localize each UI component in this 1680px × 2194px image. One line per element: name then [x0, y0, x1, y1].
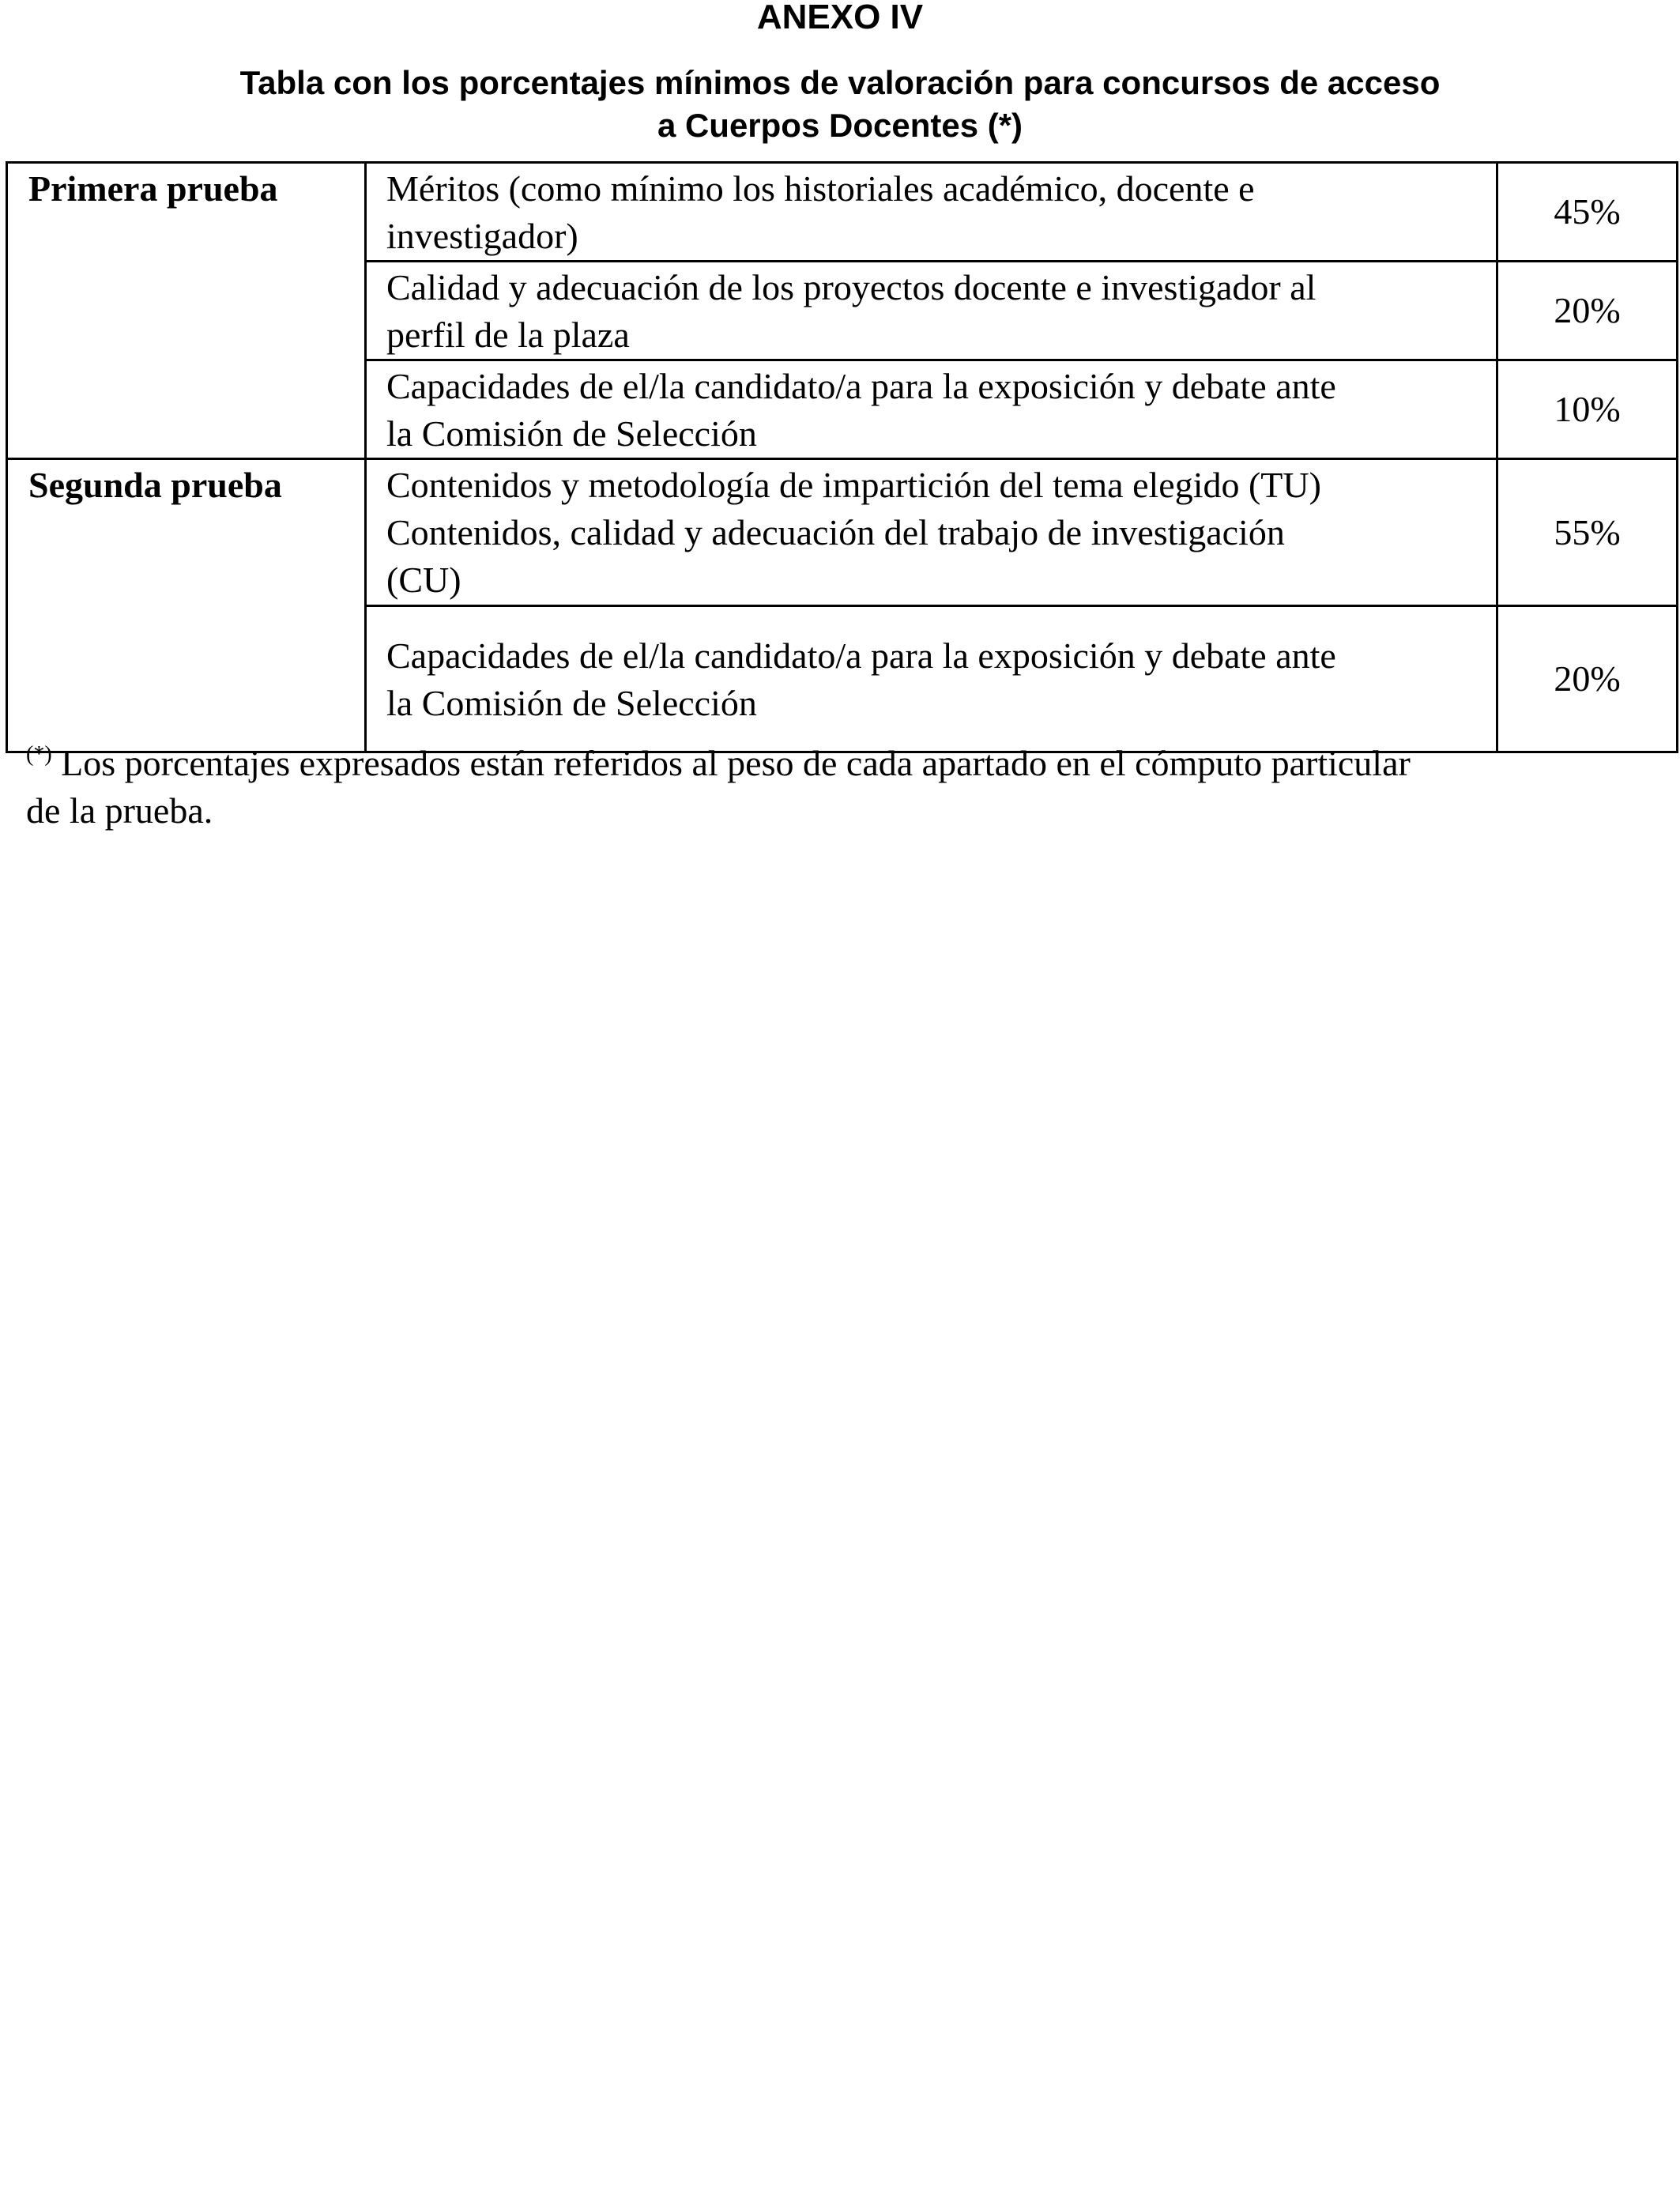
criterion-cell [366, 360, 1497, 459]
criterion-line: la Comisión de Selección [386, 413, 757, 454]
group-label-primera-prueba: Primera prueba [7, 163, 366, 459]
criterion-line: la Comisión de Selección [386, 683, 757, 723]
table-caption [0, 62, 1680, 147]
criterion-cell [366, 606, 1497, 752]
criterion-cell [366, 163, 1497, 262]
footnote-line-1 [26, 740, 1654, 787]
criterion-line: Contenidos, calidad y adecuación del trabajo de investigación [386, 512, 1285, 552]
criterion-line: (CU) [386, 560, 461, 600]
percentage-cell: 10% [1497, 360, 1678, 459]
criterion-cell [366, 262, 1497, 360]
table-row [7, 459, 1678, 606]
criterion-line: Calidad y adecuación de los proyectos docente e investigador al [386, 267, 1317, 307]
criterion-line: Contenidos y metodología de impartición del tema elegido (TU) [386, 465, 1321, 505]
table-caption-line-1: Tabla con los porcentajes mínimos de valoración para concursos de acceso [239, 64, 1441, 101]
group-label-segunda-prueba: Segunda prueba [7, 459, 366, 752]
table-caption-line-2: a Cuerpos Docentes (*) [657, 107, 1023, 144]
percentage-cell: 20% [1497, 606, 1678, 752]
footnote-text: Los porcentajes expresados están referidos al peso de cada apartado en el cómputo particular [61, 743, 1411, 783]
criterion-cell [366, 459, 1497, 606]
criterion-line: Capacidades de el/la candidato/a para la exposición y debate ante [386, 366, 1336, 406]
annex-title: ANEXO IV [756, 0, 924, 36]
criterion-line: investigador) [386, 216, 578, 256]
table-row [7, 163, 1678, 262]
criterion-line: perfil de la plaza [386, 315, 630, 355]
footnote-line-2: de la prueba. [26, 790, 213, 831]
footnote-marker: (*) [26, 742, 52, 767]
criterion-line: Capacidades de el/la candidato/a para la exposición y debate ante [386, 635, 1336, 676]
percentage-cell: 55% [1497, 459, 1678, 606]
valuation-table [6, 161, 1678, 753]
percentage-cell: 20% [1497, 262, 1678, 360]
footnote [26, 740, 1654, 835]
percentage-cell: 45% [1497, 163, 1678, 262]
criterion-line: Méritos (como mínimo los historiales académico, docente e [386, 168, 1255, 209]
